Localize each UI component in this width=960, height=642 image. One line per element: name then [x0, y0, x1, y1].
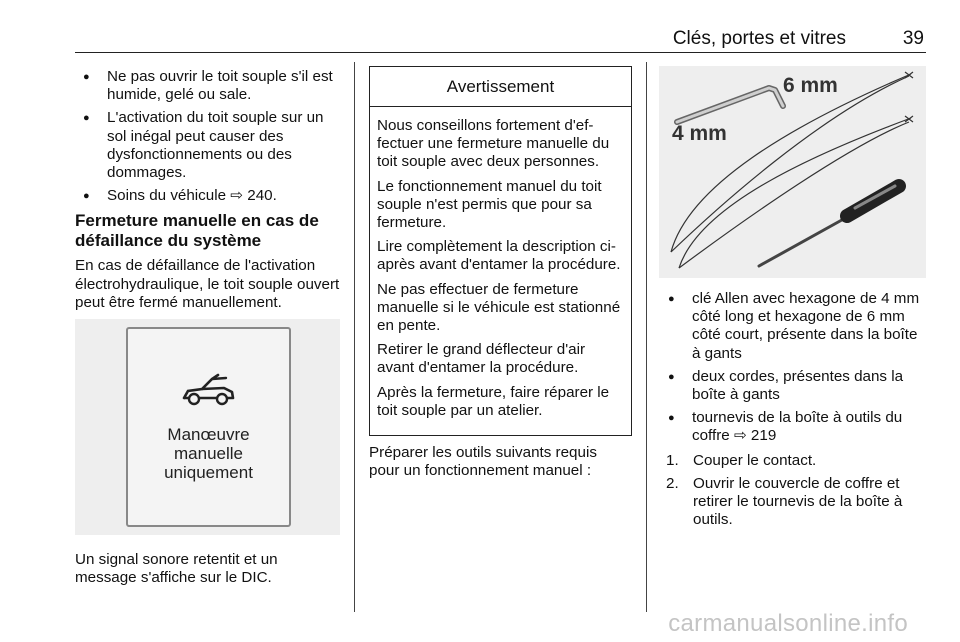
- tools-figure: [659, 66, 926, 278]
- hex-4mm-label: 4 mm: [672, 122, 727, 145]
- list-item: [75, 187, 343, 205]
- step-item: 1. Couper le contact.: [666, 451, 817, 469]
- warning-box: [369, 66, 632, 436]
- warning-title: Avertissement: [370, 67, 631, 107]
- list-item: ● tournevis de la boîte à outils du coffre ⇨ 219: [660, 409, 928, 445]
- page-reference[interactable]: 240.: [247, 187, 277, 205]
- watermark: carmanualsonline.info: [668, 610, 908, 637]
- prepare-paragraph: Préparer les outils suivants requis pour un fonctionnement manuel :: [369, 444, 597, 480]
- panel-label: Manœuvre manuelle uniquement: [164, 425, 253, 483]
- reference-arrow-icon: ⇨: [733, 427, 747, 445]
- warning-paragraph: Lire complètement la description ci-après avant d'entamer la procédure.: [377, 238, 621, 274]
- intro-paragraph: En cas de défaillance de l'activation électrohydraulique, le toit souple ouvert peut être fermé manuellement.: [75, 257, 340, 311]
- signal-paragraph: Un signal sonore retentit et un message s'affiche sur le DIC.: [75, 551, 278, 587]
- list-item: ● clé Allen avec hexagone de 4 mm côté long et hexagone de 6 mm côté court, présente dans la boîte à gants: [660, 290, 928, 363]
- list-item: ● Ne pas ouvrir le toit souple s'il est humide, gelé ou sale.: [75, 68, 343, 104]
- step-item: 2. Ouvrir le couvercle de coffre et retirer le tournevis de la boîte à outils.: [666, 474, 903, 529]
- page-reference[interactable]: 219: [750, 427, 777, 445]
- right-column: [660, 290, 928, 534]
- warning-paragraph: Le fonctionnement manuel du toit souple n'est permis que pour sa fermeture.: [377, 177, 602, 232]
- allen-key-icon: [677, 88, 783, 122]
- page-title: Clés, portes et vitres: [672, 28, 846, 49]
- reference-arrow-icon: ⇨: [230, 187, 244, 205]
- screwdriver-icon: [759, 186, 899, 266]
- warning-paragraph: Après la fermeture, faire réparer le toit souple par un atelier.: [377, 383, 610, 419]
- page-header: [75, 28, 926, 53]
- roof-caution-list: [75, 68, 343, 205]
- manual-operation-figure: [75, 319, 340, 535]
- hex-6mm-label: 6 mm: [783, 74, 838, 97]
- care-text: Soins du véhicule: [107, 187, 227, 205]
- list-item: ● deux cordes, présentes dans la boîte à gants: [660, 368, 928, 404]
- list-item: ● L'activation du toit souple sur un sol inégal peut causer des dysfonctionnements ou des dommages.: [75, 109, 343, 182]
- convertible-roof-icon: [178, 371, 238, 411]
- manual-operation-panel: [126, 327, 291, 527]
- warning-paragraph: Retirer le grand déflecteur d'air avant d'entamer la procédure.: [377, 341, 586, 377]
- left-column: [75, 68, 343, 594]
- column-divider-left: [354, 62, 355, 612]
- procedure-steps: [660, 452, 928, 530]
- warning-body: [370, 107, 631, 420]
- page-number: 39: [902, 28, 924, 49]
- tools-list: [660, 290, 928, 446]
- section-title: Fermeture manuelle en cas de défaillance du système: [75, 211, 319, 251]
- middle-column: [369, 444, 631, 487]
- column-divider-right: [646, 62, 647, 612]
- warning-paragraph: Ne pas effectuer de fermeture manuelle si le véhicule est stationné en pente.: [377, 280, 621, 335]
- warning-paragraph: Nous conseillons fortement d'effectuer une fermeture manuelle du toit souple avec deux personnes.: [377, 117, 610, 171]
